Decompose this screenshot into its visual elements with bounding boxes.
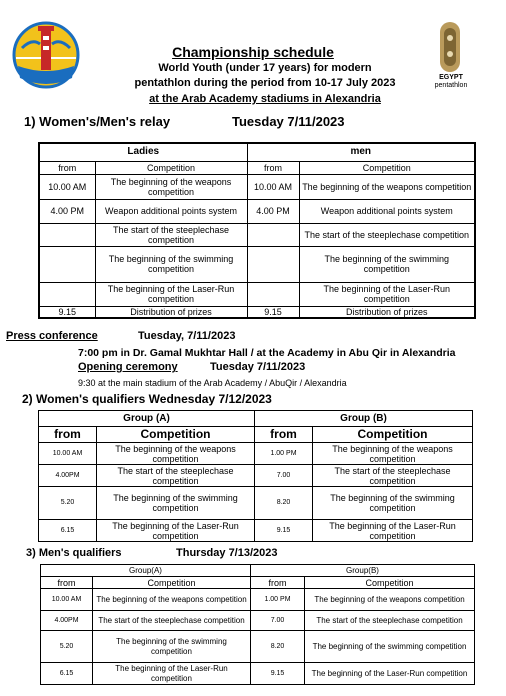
competition-cell: The beginning of the swimming competition <box>305 631 475 663</box>
competition-cell: The start of the steeplechase competition <box>97 465 255 487</box>
time-cell <box>39 223 95 246</box>
men-date: Thursday 7/13/2023 <box>176 547 278 559</box>
time-cell <box>39 282 95 306</box>
time-cell: 4.00 PM <box>247 199 299 223</box>
pentathlon-label: pentathlon <box>434 82 468 89</box>
table-row <box>39 223 475 246</box>
press-detail: 7:00 pm in Dr. Gamal Mukhtar Hall / at the Academy in Abu Qir in Alexandria <box>78 347 456 359</box>
time-cell: 6.15 <box>41 663 93 685</box>
competition-cell: The beginning of the Laser-Run competition <box>97 520 255 542</box>
egypt-label: EGYPT <box>439 74 463 81</box>
table-row <box>39 443 473 465</box>
competition-cell: The start of the steeplechase competition <box>95 223 247 246</box>
time-cell <box>247 246 299 282</box>
time-cell: 10.00 AM <box>41 589 93 611</box>
competition-cell: The beginning of the Laser-Run competition <box>313 520 473 542</box>
col-competition: Competition <box>305 577 475 589</box>
table-row <box>39 246 475 282</box>
time-cell <box>247 223 299 246</box>
subtitle-line1: World Youth (under 17 years) for modern <box>158 62 372 74</box>
time-cell: 10.00 AM <box>39 174 95 199</box>
table-row <box>39 520 473 542</box>
competition-cell: The beginning of the swimming competition <box>95 246 247 282</box>
men-table <box>40 564 475 685</box>
time-cell: 5.20 <box>39 487 97 520</box>
col-from: from <box>39 161 95 174</box>
table-row <box>39 282 475 306</box>
time-cell: 1.00 PM <box>251 589 305 611</box>
competition-cell: The beginning of the weapons competition <box>95 174 247 199</box>
competition-cell: The beginning of the Laser-Run competition <box>305 663 475 685</box>
time-cell: 7.00 <box>251 611 305 631</box>
relay-heading: 1) Women's/Men's relay <box>24 114 171 129</box>
competition-cell: Weapon additional points system <box>95 199 247 223</box>
time-cell: 10.00 AM <box>247 174 299 199</box>
competition-cell: The beginning of the swimming competition <box>299 246 475 282</box>
table-row <box>41 611 475 631</box>
competition-cell: The start of the steeplechase competition <box>313 465 473 487</box>
time-cell: 9.15 <box>39 306 95 318</box>
competition-cell: The beginning of the weapons competition <box>313 443 473 465</box>
col-from: from <box>41 577 93 589</box>
table-row <box>41 631 475 663</box>
group-a-header: Group(A) <box>41 565 251 577</box>
col-competition: Competition <box>93 577 251 589</box>
time-cell: 9.15 <box>255 520 313 542</box>
press-label: Press conference <box>6 330 98 342</box>
competition-cell: The beginning of the weapons competition <box>93 589 251 611</box>
page-title: Championship schedule <box>172 44 334 60</box>
competition-cell: The start of the steeplechase competition <box>305 611 475 631</box>
competition-cell: The start of the steeplechase competition <box>93 611 251 631</box>
women-table <box>38 410 473 542</box>
time-cell <box>39 246 95 282</box>
subtitle-line3: at the Arab Academy stadiums in Alexandria <box>149 93 381 105</box>
col-competition: Competition <box>95 161 247 174</box>
group-a-header: Group (A) <box>39 411 255 427</box>
competition-cell: The beginning of the weapons competition <box>299 174 475 199</box>
opening-label: Opening ceremony <box>78 361 178 373</box>
egypt-logo-text <box>428 74 474 90</box>
competition-cell: The beginning of the weapons competition <box>97 443 255 465</box>
competition-cell: The beginning of the weapons competition <box>305 589 475 611</box>
competition-cell: The beginning of the Laser-Run competition <box>299 282 475 306</box>
table-row <box>41 663 475 685</box>
time-cell: 9.15 <box>247 306 299 318</box>
opening-detail: 9:30 at the main stadium of the Arab Academy / AbuQir / Alexandria <box>78 378 347 388</box>
time-cell: 9.15 <box>251 663 305 685</box>
time-cell: 4.00PM <box>39 465 97 487</box>
competition-cell: The start of the steeplechase competition <box>299 223 475 246</box>
time-cell: 8.20 <box>251 631 305 663</box>
time-cell: 4.00 PM <box>39 199 95 223</box>
ladies-header: Ladies <box>39 143 247 161</box>
col-from: from <box>39 427 97 443</box>
time-cell: 6.15 <box>39 520 97 542</box>
competition-cell: Distribution of prizes <box>299 306 475 318</box>
relay-table <box>38 142 476 319</box>
table-row <box>41 589 475 611</box>
competition-cell: Distribution of prizes <box>95 306 247 318</box>
col-from: from <box>251 577 305 589</box>
group-b-header: Group(B) <box>251 565 475 577</box>
col-competition: Competition <box>97 427 255 443</box>
col-competition: Competition <box>299 161 475 174</box>
time-cell: 1.00 PM <box>255 443 313 465</box>
competition-cell: The beginning of the swimming competition <box>93 631 251 663</box>
women-heading: 2) Women's qualifiers Wednesday 7/12/2023 <box>22 392 272 406</box>
time-cell <box>247 282 299 306</box>
competition-cell: The beginning of the Laser-Run competition <box>93 663 251 685</box>
table-row <box>39 465 473 487</box>
group-b-header: Group (B) <box>255 411 473 427</box>
time-cell: 5.20 <box>41 631 93 663</box>
subtitle-line2: pentathlon during the period from 10-17 July 2023 <box>134 77 396 89</box>
col-from: from <box>255 427 313 443</box>
opening-date: Tuesday 7/11/2023 <box>210 361 306 373</box>
competition-cell: The beginning of the swimming competition <box>97 487 255 520</box>
competition-cell: The beginning of the Laser-Run competition <box>95 282 247 306</box>
press-date: Tuesday, 7/11/2023 <box>138 330 236 342</box>
table-row <box>39 487 473 520</box>
table-row <box>39 199 475 223</box>
table-row <box>39 174 475 199</box>
table-row <box>39 306 475 318</box>
time-cell: 10.00 AM <box>39 443 97 465</box>
time-cell: 7.00 <box>255 465 313 487</box>
competition-cell: Weapon additional points system <box>299 199 475 223</box>
time-cell: 8.20 <box>255 487 313 520</box>
relay-date: Tuesday 7/11/2023 <box>232 114 345 129</box>
time-cell: 4.00PM <box>41 611 93 631</box>
col-competition: Competition <box>313 427 473 443</box>
competition-cell: The beginning of the swimming competition <box>313 487 473 520</box>
men-header: men <box>247 143 475 161</box>
men-heading: 3) Men's qualifiers <box>26 547 122 559</box>
col-from: from <box>247 161 299 174</box>
